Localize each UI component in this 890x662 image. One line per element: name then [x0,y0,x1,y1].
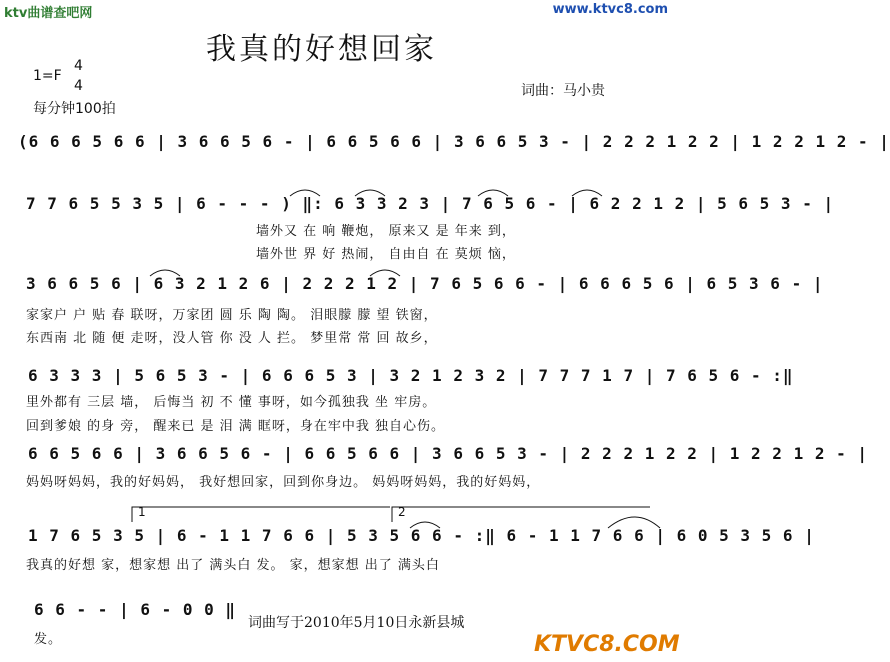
notation-row: 3 6 6 5 6 | 6 3 2 1 2 6 | 2 2 2 1 2 | 7 6 5 6 6 - | 6 6 6 5 6 | 6 5 3 6 - | [26,274,824,293]
first-ending-mark: 1 [138,505,146,519]
lyric-line: 东西南 北 随 便 走呀，没人管 你 没 人 拦。 梦里常 常 回 故乡， [26,331,438,346]
footer-note: 词曲写于2010年5月10日永新县城 [248,615,465,631]
second-ending-mark: 2 [398,505,406,519]
lyric-line: 家家户 户 贴 春 联呀，万家团 圆 乐 陶 陶。 泪眼朦 朦 望 铁窗， [26,308,438,323]
notation-row: 6 6 - - | 6 - 0 0 ‖ [34,600,237,619]
lyric-line: 我真的好想 家，想家想 出了 满头白 发。 家，想家想 出了 满头白 [26,558,440,573]
lyric-line: 里外都有 三层 墙， 后悔当 初 不 懂 事呀，如今孤独我 坐 牢房。 [26,395,437,410]
notation-row: 6 6 5 6 6 | 3 6 6 5 6 - | 6 6 5 6 6 | 3 6 6 5 3 - | 2 2 2 1 2 2 | 1 2 2 1 2 - | [28,444,868,463]
lyric-line: 发。 [34,632,63,647]
lyric-line: 墙外世 界 好 热闹， 自由自 在 莫烦 恼， [256,247,516,262]
credits: 词曲：马小贵 [521,83,605,99]
tempo: 每分钟100拍 [33,101,116,117]
notation-row: 7 7 6 5 5 3 5 | 6 - - - ) ‖: 6 3 3 2 3 | 7 6 5 6 - | 6 2 2 1 2 | 5 6 5 3 - | [26,194,835,213]
lyric-line: 妈妈呀妈妈，我的好妈妈， 我好想回家，回到你身边。 妈妈呀妈妈，我的好妈妈， [26,475,541,490]
notation-row: (6 6 6 5 6 6 | 3 6 6 5 6 - | 6 6 5 6 6 | 3 6 6 5 3 - | 2 2 2 1 2 2 | 1 2 2 1 2 - | [18,132,890,151]
lyric-line: 墙外又 在 响 鞭炮， 原来又 是 年来 到， [256,224,516,239]
song-title: 我真的好想回家 [206,32,437,67]
watermark-left: ktv曲谱查吧网 [4,6,93,21]
notation-row: 1 7 6 5 3 5 | 6 - 1 1 7 6 6 | 5 3 5 6 6 - :‖ 6 - 1 1 7 6 6 | 6 0 5 3 5 6 | [28,526,815,545]
time-signature-bottom: 4 [74,78,83,94]
lyric-line: 回到爹娘 的身 旁， 醒来已 是 泪 满 眶呀，身在牢中我 独自心伤。 [26,419,446,434]
notation-row: 6 3 3 3 | 5 6 5 3 - | 6 6 6 5 3 | 3 2 1 2 3 2 | 7 7 7 1 7 | 7 6 5 6 - :‖ [28,366,794,385]
site-logo: KTVC8.COM [534,632,680,657]
time-signature-top: 4 [74,58,83,74]
watermark-right: www.ktvc8.com [552,2,668,17]
key-signature: 1=F [33,68,62,84]
